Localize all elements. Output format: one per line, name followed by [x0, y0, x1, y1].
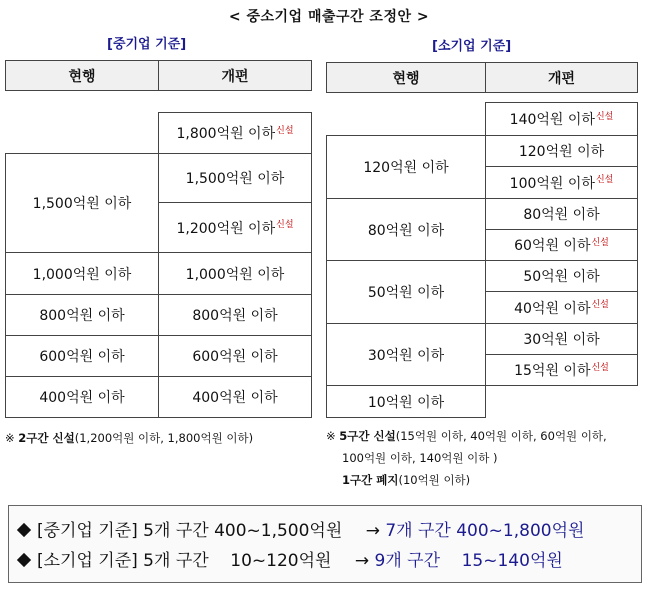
small-revised-cell: 30억원 이하 — [485, 323, 638, 355]
page-title: < 중소기업 매출구간 조정안 > — [228, 9, 430, 25]
medium-current-cell: 600억원 이하 — [5, 335, 159, 377]
small-header-revised: 개편 — [485, 62, 638, 93]
summary-box — [8, 505, 642, 583]
diamond-bullet-icon — [17, 553, 31, 567]
medium-revised-cell: 1,500억원 이하 — [158, 153, 312, 203]
new-tag: 신설 — [595, 175, 614, 185]
new-tag: 신설 — [591, 362, 609, 373]
new-tag: 신설 — [595, 111, 614, 122]
medium-current-cell: 400억원 이하 — [5, 376, 159, 418]
medium-revised-cell: 1,000억원 이하 — [158, 252, 312, 295]
small-header-current: 현행 — [326, 62, 486, 93]
new-tag: 신설 — [276, 125, 294, 136]
small-revised-cell: 15억원 이하 $^{신설}$ — [485, 354, 638, 386]
medium-revised-cell: 800억원 이하 — [158, 294, 312, 336]
small-revised-cell: 140억원 이하 $^{신설}$ — [485, 102, 638, 136]
medium-revised-cell: 400억원 이하 — [158, 376, 312, 418]
small-note-2: 1구간 폐지(10억원 이하) — [342, 473, 471, 487]
small-current-cell: 80억원 이하 — [326, 198, 486, 261]
medium-revised-cell: 1,800억원 이하 $^{신설}$ — [158, 112, 312, 154]
summary-line-small: [소기업 기준] 5개 구간 10~120억원 → 9개 구간 15~140억원 — [17, 546, 563, 571]
medium-current-cell: 1,500억원 이하 — [5, 153, 159, 253]
medium-revised-cell: 1,200억원 이하 $^{신설}$ — [158, 202, 312, 253]
small-revised-cell: 60억원 이하 $^{신설}$ — [485, 229, 638, 261]
medium-current-cell: 800억원 이하 — [5, 294, 159, 336]
small-current-cell: 10억원 이하 — [326, 385, 486, 418]
summary-line-medium: [중기업 기준] 5개 구간 400~1,500억원 → 7개 구간 400~1,800억원 — [17, 516, 584, 541]
medium-table-label: [중기업 기준] — [107, 37, 187, 52]
small-table-label: [소기업 기준] — [432, 39, 512, 54]
new-tag: 신설 — [591, 300, 609, 310]
medium-current-cell: 1,000억원 이하 — [5, 252, 159, 295]
small-note-1: ※ 5구간 신설(15억원 이하, 40억원 이하, 60억원 이하, — [326, 429, 607, 443]
small-current-cell: 120억원 이하 — [326, 135, 486, 199]
diamond-bullet-icon — [17, 523, 31, 537]
new-tag: 신설 — [276, 220, 294, 230]
small-revised-cell: 50억원 이하 — [485, 260, 638, 292]
medium-header-current: 현행 — [5, 60, 159, 91]
medium-note: ※ 2구간 신설(1,200억원 이하, 1,800억원 이하) — [5, 431, 254, 445]
small-current-cell: 30억원 이하 — [326, 323, 486, 386]
small-note-1-cont: 100억원 이하, 140억원 이하 ) — [342, 451, 498, 465]
medium-revised-cell: 600억원 이하 — [158, 335, 312, 377]
small-revised-cell: 40억원 이하 $^{신설}$ — [485, 291, 638, 324]
new-tag: 신설 — [591, 237, 609, 248]
small-revised-cell: 120억원 이하 — [485, 135, 638, 167]
small-revised-cell: 80억원 이하 — [485, 198, 638, 230]
medium-header-revised: 개편 — [158, 60, 312, 91]
small-current-cell: 50억원 이하 — [326, 260, 486, 324]
small-revised-cell: 100억원 이하 $^{신설}$ — [485, 166, 638, 199]
